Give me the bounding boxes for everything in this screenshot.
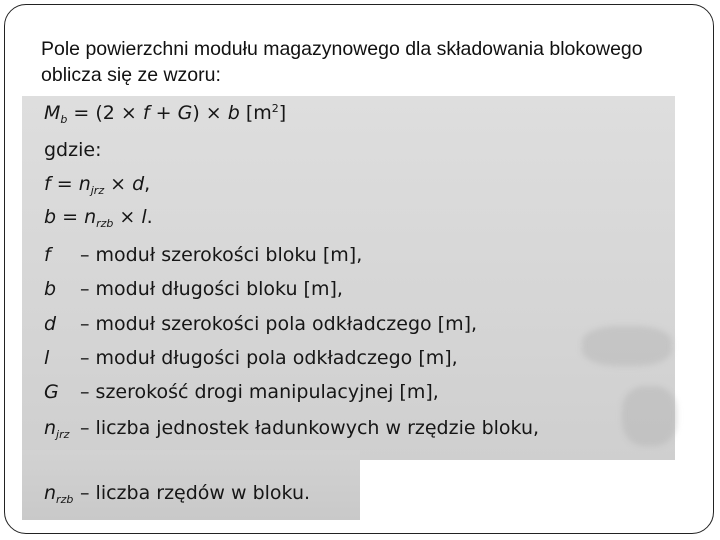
definition-symbol: b xyxy=(44,278,57,300)
formula-subscript: jrz xyxy=(90,184,105,197)
formula-symbol-l: l xyxy=(141,206,147,228)
formula-symbol-b: b xyxy=(44,206,57,228)
formula-unit-close: ] xyxy=(278,102,287,124)
definition-symbol: G xyxy=(44,381,59,403)
formula-punctuation: , xyxy=(144,173,151,195)
formula-operator: × xyxy=(113,206,142,228)
formula-symbol-m: M xyxy=(44,102,61,124)
intro-text: Pole powierzchni modułu magazynowego dla składowania blokowego oblicza się ze wzoru: xyxy=(41,38,643,86)
formula-symbol-n: n xyxy=(78,173,91,195)
definition-text: – moduł długości pola odkładczego [m], xyxy=(80,347,458,369)
formula-symbol-n: n xyxy=(84,206,97,228)
formula-operator: + xyxy=(149,102,178,124)
formula-symbol-d: d xyxy=(132,173,145,195)
formula-symbol-f: f xyxy=(142,102,150,124)
definition-row-f xyxy=(44,244,362,268)
formula-symbol-g: G xyxy=(177,102,193,124)
formula-operator: = (2 × xyxy=(67,102,143,124)
formula-operator: = xyxy=(50,173,79,195)
scan-smudge xyxy=(622,386,677,446)
formula-symbol-b: b xyxy=(227,102,240,124)
definition-symbol: l xyxy=(44,347,50,369)
formula-operator: = xyxy=(56,206,85,228)
scan-smudge xyxy=(582,326,672,366)
formula-operator: × xyxy=(104,173,133,195)
formula-punctuation: . xyxy=(146,206,153,228)
definition-row-d xyxy=(44,313,477,337)
definition-row-g xyxy=(44,381,439,405)
formula-unit: [m xyxy=(239,102,272,124)
formula-unit-exponent: 2 xyxy=(271,102,279,115)
definition-symbol: $n_{jrz}$ xyxy=(44,417,70,441)
formula-subscript: b xyxy=(60,113,68,126)
b-definition-formula xyxy=(44,206,153,230)
definition-symbol: d xyxy=(44,313,57,335)
definition-text: – moduł długości bloku [m], xyxy=(80,278,343,300)
definition-text: – liczba jednostek ładunkowych w rzędzie bloku, xyxy=(80,417,540,439)
definition-row-njrz xyxy=(44,417,539,441)
f-definition-formula xyxy=(44,173,150,197)
formula-subscript: rzb xyxy=(96,217,114,230)
definition-text: – liczba rzędów w bloku. xyxy=(80,482,311,504)
main-formula xyxy=(44,102,286,126)
definition-text: – moduł szerokości bloku [m], xyxy=(80,244,363,266)
definition-row-b xyxy=(44,278,343,302)
where-label: gdzie: xyxy=(44,139,102,161)
definition-symbol: f xyxy=(44,244,51,266)
formula-operator: ) × xyxy=(192,102,228,124)
definition-row-nrzb xyxy=(44,482,310,506)
definition-symbol: $n_{rzb}$ xyxy=(44,482,74,506)
formula-symbol-f: f xyxy=(44,173,51,195)
definition-row-l xyxy=(44,347,458,371)
definition-text: – moduł szerokości pola odkładczego [m], xyxy=(80,313,478,335)
definition-text: – szerokość drogi manipulacyjnej [m], xyxy=(80,381,439,403)
